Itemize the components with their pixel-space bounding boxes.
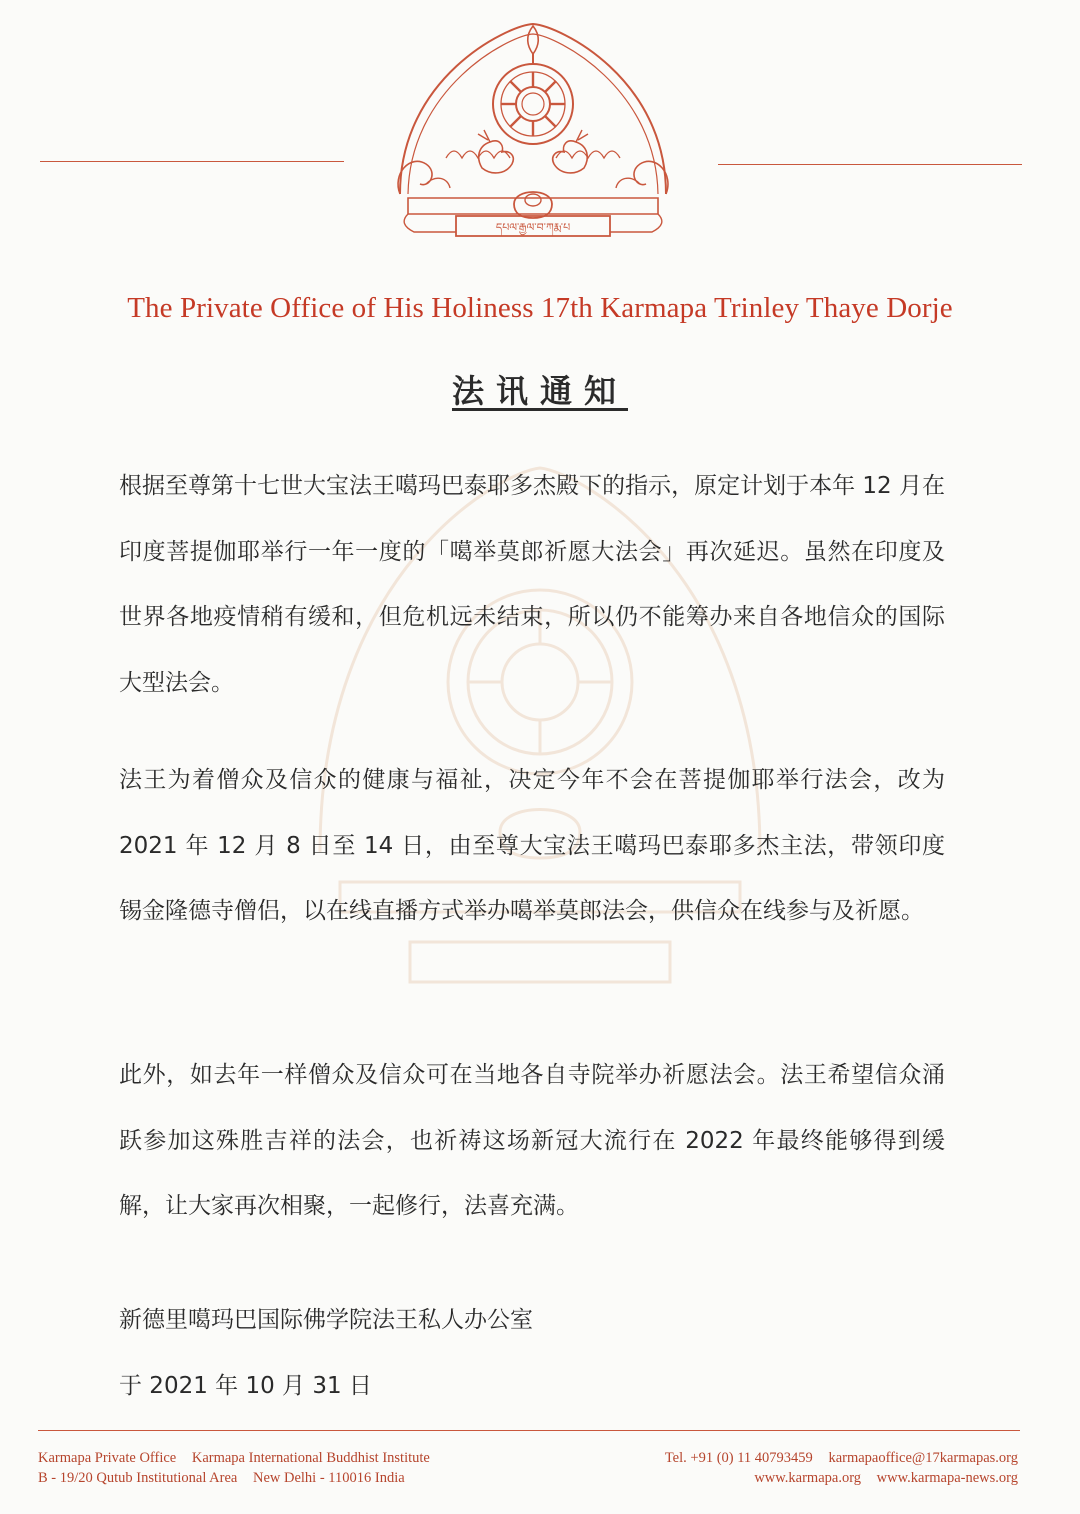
footer-address-block [38,1448,430,1488]
footer-contact-block [665,1448,1018,1488]
footer-tel: Tel. +91 (0) 11 40793459 [664,1450,813,1466]
footer-rule [38,1430,1020,1431]
footer-institute: Karmapa International Buddhist Institute [191,1450,430,1466]
notice-paragraph-2: 法王为着僧众及信众的健康与福祉，决定今年不会在菩提伽耶举行法会，改为 2021 年 12 月 8 日至 14 日，由至尊大宝法王噶玛巴泰耶多杰主法，带领印度锡金隆德寺僧侣，以在线直播方式举办噶举莫郎法会，供信众在线参与及祈愿。 [119,767,945,924]
signature-office: 新德里噶玛巴国际佛学院法王私人办公室 [119,1307,533,1333]
notice-paragraph-1: 根据至尊第十七世大宝法王噶玛巴泰耶多杰殿下的指示，原定计划于本年 12 月在印度菩提伽耶举行一年一度的「噶举莫郎祈愿大法会」再次延迟。虽然在印度及世界各地疫情稍有缓和，但危机远未结束，所以仍不能筹办来自各地信众的国际大型法会。 [119,473,945,696]
header-rule-right [718,164,1022,165]
signature-date: 于 2021 年 10 月 31 日 [119,1373,372,1399]
office-title: The Private Office of His Holiness 17th Karmapa Trinley Thaye Dorje [127,292,953,324]
karmapa-crest-icon [386,18,680,246]
footer-office: Karmapa Private Office [38,1450,177,1466]
notice-paragraph-3: 此外，如去年一样僧众及信众可在当地各自寺院举办祈愿法会。法王希望信众涌跃参加这殊胜吉祥的法会，也祈祷这场新冠大流行在 2022 年最终能够得到缓解，让大家再次相聚，一起修行，法喜充满。 [119,1062,945,1219]
header-rule-left [40,161,344,162]
document-title: 法讯通知 [451,372,628,410]
footer-address: B - 19/20 Qutub Institutional Area [38,1470,238,1486]
footer-email[interactable]: karmapaoffice@17karmapas.org [828,1450,1018,1466]
footer-web-link-1[interactable]: www.karmapa.org [754,1470,862,1486]
crest-inscription: དཔལ་རྒྱལ་བ་ཀརྨ་པ [495,221,571,234]
footer-city: New Delhi - 110016 India [252,1470,405,1486]
footer-web-link-2[interactable]: www.karmapa-news.org [876,1470,1018,1486]
